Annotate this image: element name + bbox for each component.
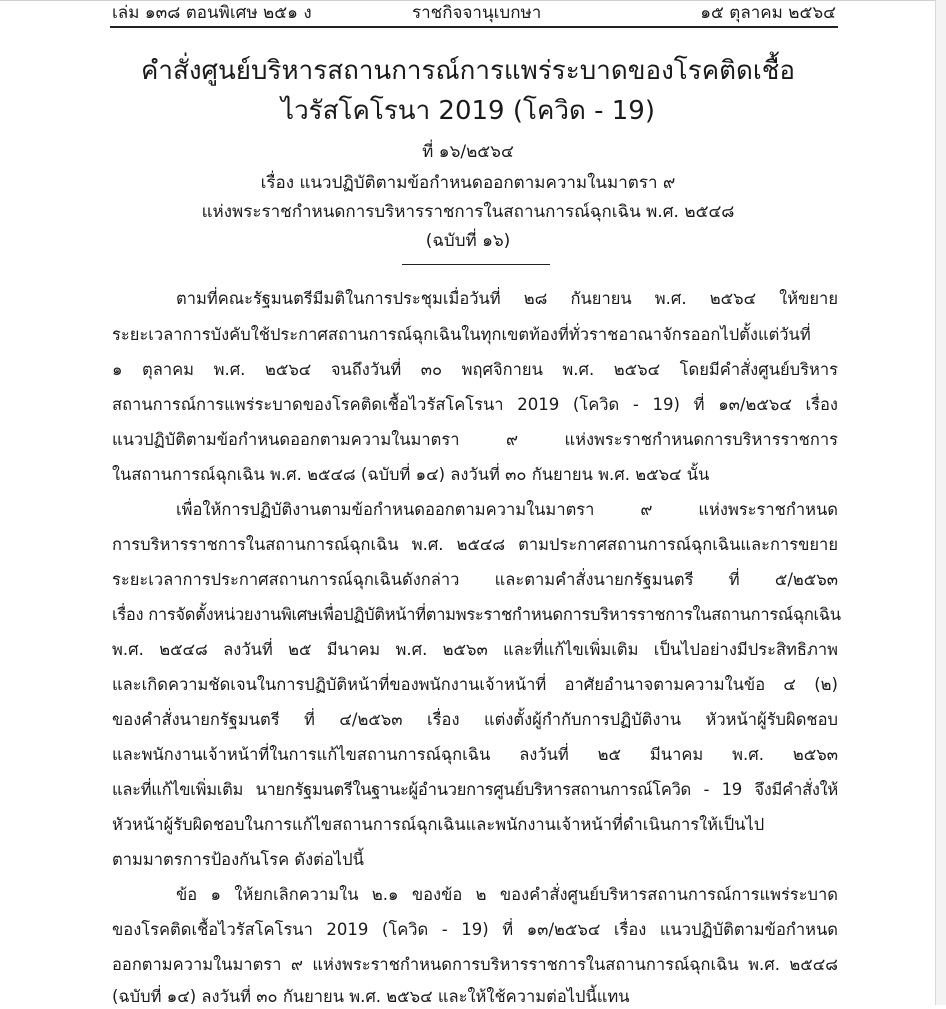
- body-line: เรื่อง การจัดตั้งหน่วยงานพิเศษเพื่อปฏิบัติหน้าที่ตามพระราชกำหนดการบริหารราชการในสถานการณ์ฉุกเฉิน: [112, 605, 841, 624]
- body-line: ระยะเวลาการประกาศสถานการณ์ฉุกเฉินดังกล่าว และตามคำสั่งนายกรัฐมนตรี ที่ ๕/๒๕๖๓: [112, 570, 838, 589]
- subject-line-2: แห่งพระราชกำหนดการบริหารราชการในสถานการณ์ฉุกเฉิน พ.ศ. ๒๕๔๘: [201, 202, 735, 222]
- body-line: การบริหารราชการในสถานการณ์ฉุกเฉิน พ.ศ. ๒๕๔๘ ตามประกาศสถานการณ์ฉุกเฉินและการขยาย: [112, 535, 838, 554]
- body-line: ของคำสั่งนายกรัฐมนตรี ที่ ๔/๒๕๖๓ เรื่อง แต่งตั้งผู้กำกับการปฏิบัติงาน หัวหน้าผู้รับผิดชอบ: [112, 710, 838, 729]
- body-line: และพนักงานเจ้าหน้าที่ในการแก้ไขสถานการณ์ฉุกเฉิน ลงวันที่ ๒๕ มีนาคม พ.ศ. ๒๕๖๓: [112, 745, 838, 764]
- subject-line-1: เรื่อง แนวปฏิบัติตามข้อกำหนดออกตามความในมาตรา ๙: [260, 173, 676, 193]
- gazette-name: ราชกิจจานุเบกษา: [412, 3, 542, 23]
- order-number: ที่ ๑๖/๒๕๖๔: [422, 142, 514, 162]
- body-line: ระยะเวลาการบังคับใช้ประกาศสถานการณ์ฉุกเฉินในทุกเขตท้องที่ทั่วราชอาณาจักรออกไปตั้งแต่วันที่: [112, 325, 811, 344]
- body-line: ข้อ ๑ ให้ยกเลิกความใน ๒.๑ ของข้อ ๒ ของคำสั่งศูนย์บริหารสถานการณ์การแพร่ระบาด: [176, 885, 838, 904]
- body-line: ตามมาตรการป้องกันโรค ดังต่อไปนี้: [112, 850, 364, 869]
- body-line: และที่แก้ไขเพิ่มเติม นายกรัฐมนตรีในฐานะผู้อำนวยการศูนย์บริหารสถานการณ์โควิด - 19 จึงมีคำสั่งให้: [112, 780, 838, 799]
- header-divider: [110, 26, 838, 28]
- body-line: (ฉบับที่ ๑๔) ลงวันที่ ๓๐ กันยายน พ.ศ. ๒๕๖๔ และให้ใช้ความต่อไปนี้แทน: [112, 987, 630, 1006]
- title-divider: [402, 264, 550, 265]
- body-line: ๑ ตุลาคม พ.ศ. ๒๕๖๔ จนถึงวันที่ ๓๐ พฤศจิกายน พ.ศ. ๒๕๖๔ โดยมีคำสั่งศูนย์บริหาร: [112, 360, 838, 379]
- gazette-header: [0, 0, 936, 26]
- body-line: เพื่อให้การปฏิบัติงานตามข้อกำหนดออกตามความในมาตรา ๙ แห่งพระราชกำหนด: [176, 500, 838, 519]
- body-line: พ.ศ. ๒๕๔๘ ลงวันที่ ๒๕ มีนาคม พ.ศ. ๒๕๖๓ และที่แก้ไขเพิ่มเติม เป็นไปอย่างมีประสิทธิภาพ: [112, 640, 838, 659]
- body-line: และเกิดความชัดเจนในการปฏิบัติหน้าที่ของพนักงานเจ้าหน้าที่ อาศัยอำนาจตามความในข้อ ๔ (๒): [112, 675, 838, 694]
- body-line: สถานการณ์การแพร่ระบาดของโรคติดเชื้อไวรัสโคโรนา 2019 (โควิด - 19) ที่ ๑๓/๒๕๖๔ เรื่อง: [112, 395, 838, 414]
- gazette-issue: เล่ม ๑๓๘ ตอนพิเศษ ๒๕๑ ง: [112, 3, 312, 23]
- body-line: แนวปฏิบัติตามข้อกำหนดออกตามความในมาตรา ๙ แห่งพระราชกำหนดการบริหารราชการ: [112, 430, 838, 449]
- body-line: ตามที่คณะรัฐมนตรีมีมติในการประชุมเมื่อวันที่ ๒๘ กันยายน พ.ศ. ๒๕๖๔ ให้ขยาย: [176, 289, 838, 308]
- gazette-date: ๑๕ ตุลาคม ๒๕๖๔: [700, 3, 836, 23]
- body-line: ของโรคติดเชื้อไวรัสโคโรนา 2019 (โควิด - 19) ที่ ๑๓/๒๕๖๔ เรื่อง แนวปฏิบัติตามข้อกำหนด: [112, 920, 838, 939]
- edition-number: (ฉบับที่ ๑๖): [425, 231, 511, 251]
- viewer-scrollbar[interactable]: [935, 0, 946, 1005]
- body-line: ในสถานการณ์ฉุกเฉิน พ.ศ. ๒๕๔๘ (ฉบับที่ ๑๔) ลงวันที่ ๓๐ กันยายน พ.ศ. ๒๕๖๔ นั้น: [112, 465, 710, 484]
- document-title-line-2: ไวรัสโคโรนา 2019 (โควิด - 19): [281, 96, 655, 126]
- document-title-line-1: คำสั่งศูนย์บริหารสถานการณ์การแพร่ระบาดของโรคติดเชื้อ: [140, 56, 796, 86]
- body-line: ออกตามความในมาตรา ๙ แห่งพระราชกำหนดการบริหารราชการในสถานการณ์ฉุกเฉิน พ.ศ. ๒๕๔๘: [112, 955, 838, 974]
- body-line: หัวหน้าผู้รับผิดชอบในการแก้ไขสถานการณ์ฉุกเฉินและพนักงานเจ้าหน้าที่ดำเนินการให้เป็นไป: [112, 815, 765, 834]
